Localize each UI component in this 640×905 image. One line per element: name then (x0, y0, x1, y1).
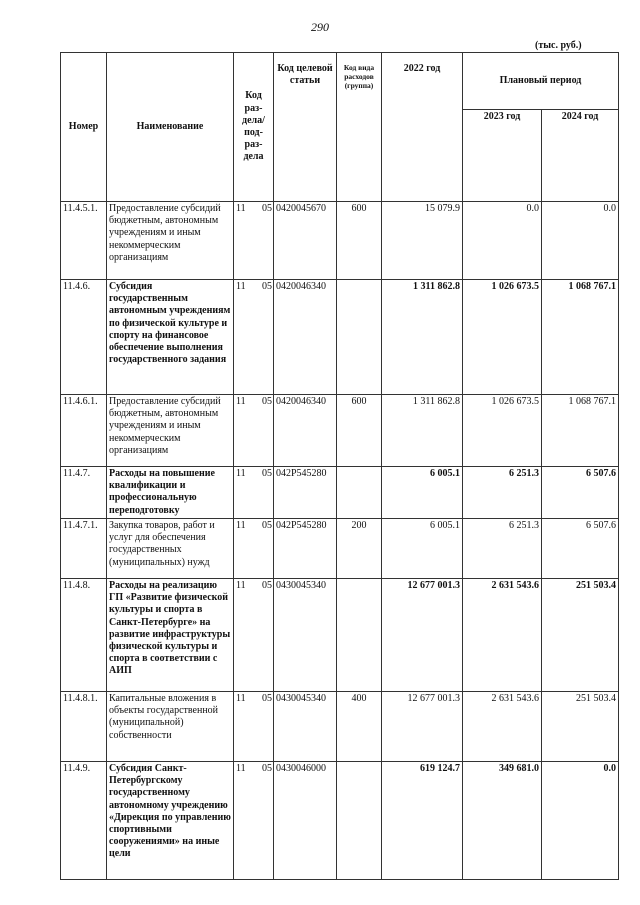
row-section: 11 (236, 763, 246, 774)
row-section: 11 (236, 693, 246, 704)
header-planned-period: Плановый период (463, 53, 619, 110)
table-row (61, 579, 619, 692)
row-value-2023: 349 681.0 (463, 762, 542, 880)
row-target-code: 0430046000 (274, 762, 337, 880)
table-row (61, 762, 619, 880)
page-number: 290 (311, 20, 329, 34)
row-value-2024: 6 507.6 (542, 467, 619, 519)
row-section: 11 (236, 203, 246, 214)
row-value-2022: 1 311 862.8 (382, 395, 463, 467)
row-section-cell (234, 202, 274, 280)
row-subsection: 05 (262, 763, 272, 774)
row-number: 11.4.8. (61, 579, 107, 692)
row-section-cell (234, 467, 274, 519)
row-expense-type (337, 579, 382, 692)
row-subsection: 05 (262, 396, 272, 407)
row-expense-type: 200 (337, 519, 382, 579)
row-value-2023: 1 026 673.5 (463, 395, 542, 467)
row-value-2024: 0.0 (542, 762, 619, 880)
row-value-2024: 1 068 767.1 (542, 280, 619, 395)
row-section: 11 (236, 281, 246, 292)
row-name: Предоставление субсидий бюджетным, автономным учреждениям и иным некоммерческим организациям (107, 202, 234, 280)
row-expense-type: 600 (337, 202, 382, 280)
row-target-code: 0420045670 (274, 202, 337, 280)
row-section-cell (234, 762, 274, 880)
row-value-2023: 0.0 (463, 202, 542, 280)
row-number: 11.4.7.1. (61, 519, 107, 579)
row-section: 11 (236, 396, 246, 407)
row-section-cell (234, 519, 274, 579)
row-section-cell (234, 692, 274, 762)
row-value-2022: 15 079.9 (382, 202, 463, 280)
row-section: 11 (236, 580, 246, 591)
row-target-code: 042P545280 (274, 467, 337, 519)
row-name: Капитальные вложения в объекты государственной (муниципальной) собственности (107, 692, 234, 762)
row-subsection: 05 (262, 693, 272, 704)
row-number: 11.4.7. (61, 467, 107, 519)
row-value-2024: 251 503.4 (542, 579, 619, 692)
row-subsection: 05 (262, 520, 272, 531)
row-value-2023: 1 026 673.5 (463, 280, 542, 395)
row-expense-type: 400 (337, 692, 382, 762)
row-value-2023: 2 631 543.6 (463, 692, 542, 762)
row-subsection: 05 (262, 281, 272, 292)
row-subsection: 05 (262, 580, 272, 591)
header-2023: 2023 год (463, 110, 542, 202)
row-number: 11.4.6. (61, 280, 107, 395)
header-name: Наименование (107, 53, 234, 202)
row-name: Расходы на повышение квалификации и профессиональную переподготовку (107, 467, 234, 519)
header-section: Код раз-дела/ под-раз-дела (234, 53, 274, 202)
row-target-code: 0420046340 (274, 395, 337, 467)
row-value-2022: 6 005.1 (382, 519, 463, 579)
table-row (61, 692, 619, 762)
header-expense-type: Код вида расходов (группа) (337, 53, 382, 202)
row-name: Закупка товаров, работ и услуг для обеспечения государственных (муниципальных) нужд (107, 519, 234, 579)
row-section: 11 (236, 520, 246, 531)
table-row (61, 202, 619, 280)
row-number: 11.4.5.1. (61, 202, 107, 280)
table-row (61, 467, 619, 519)
table-row (61, 519, 619, 579)
header-target: Код целевой статьи (274, 53, 337, 202)
row-expense-type (337, 762, 382, 880)
row-value-2024: 1 068 767.1 (542, 395, 619, 467)
row-number: 11.4.8.1. (61, 692, 107, 762)
row-target-code: 042P545280 (274, 519, 337, 579)
row-subsection: 05 (262, 203, 272, 214)
header-2022: 2022 год (382, 53, 463, 202)
row-section: 11 (236, 468, 246, 479)
row-subsection: 05 (262, 468, 272, 479)
row-value-2023: 6 251.3 (463, 467, 542, 519)
row-section-cell (234, 280, 274, 395)
row-expense-type: 600 (337, 395, 382, 467)
row-value-2023: 2 631 543.6 (463, 579, 542, 692)
row-value-2023: 6 251.3 (463, 519, 542, 579)
row-name: Расходы на реализацию ГП «Развитие физической культуры и спорта в Санкт-Петербурге» на развитие инфраструктуры физической культуры и спорта в соответствии с АИП (107, 579, 234, 692)
row-number: 11.4.9. (61, 762, 107, 880)
row-target-code: 0420046340 (274, 280, 337, 395)
row-value-2022: 619 124.7 (382, 762, 463, 880)
row-name: Предоставление субсидий бюджетным, автономным учреждениям и иным некоммерческим организациям (107, 395, 234, 467)
table-row (61, 395, 619, 467)
row-expense-type (337, 467, 382, 519)
row-value-2022: 12 677 001.3 (382, 579, 463, 692)
header-number: Номер (61, 53, 107, 202)
units-label: (тыс. руб.) (535, 40, 582, 51)
row-expense-type (337, 280, 382, 395)
budget-table (60, 52, 619, 880)
table-row (61, 280, 619, 395)
row-target-code: 0430045340 (274, 579, 337, 692)
row-section-cell (234, 579, 274, 692)
header-2024: 2024 год (542, 110, 619, 202)
row-name: Субсидия Санкт-Петербургскому государственному автономному учреждению «Дирекция по управлению спортивными сооружениями» на иные цели (107, 762, 234, 880)
row-number: 11.4.6.1. (61, 395, 107, 467)
row-name: Субсидия государственным автономным учреждениям по физической культуре и спорту на финансовое обеспечение выполнения государственного задания (107, 280, 234, 395)
row-value-2022: 1 311 862.8 (382, 280, 463, 395)
row-target-code: 0430045340 (274, 692, 337, 762)
row-value-2024: 0.0 (542, 202, 619, 280)
row-value-2024: 6 507.6 (542, 519, 619, 579)
row-value-2022: 12 677 001.3 (382, 692, 463, 762)
row-value-2022: 6 005.1 (382, 467, 463, 519)
row-section-cell (234, 395, 274, 467)
row-value-2024: 251 503.4 (542, 692, 619, 762)
